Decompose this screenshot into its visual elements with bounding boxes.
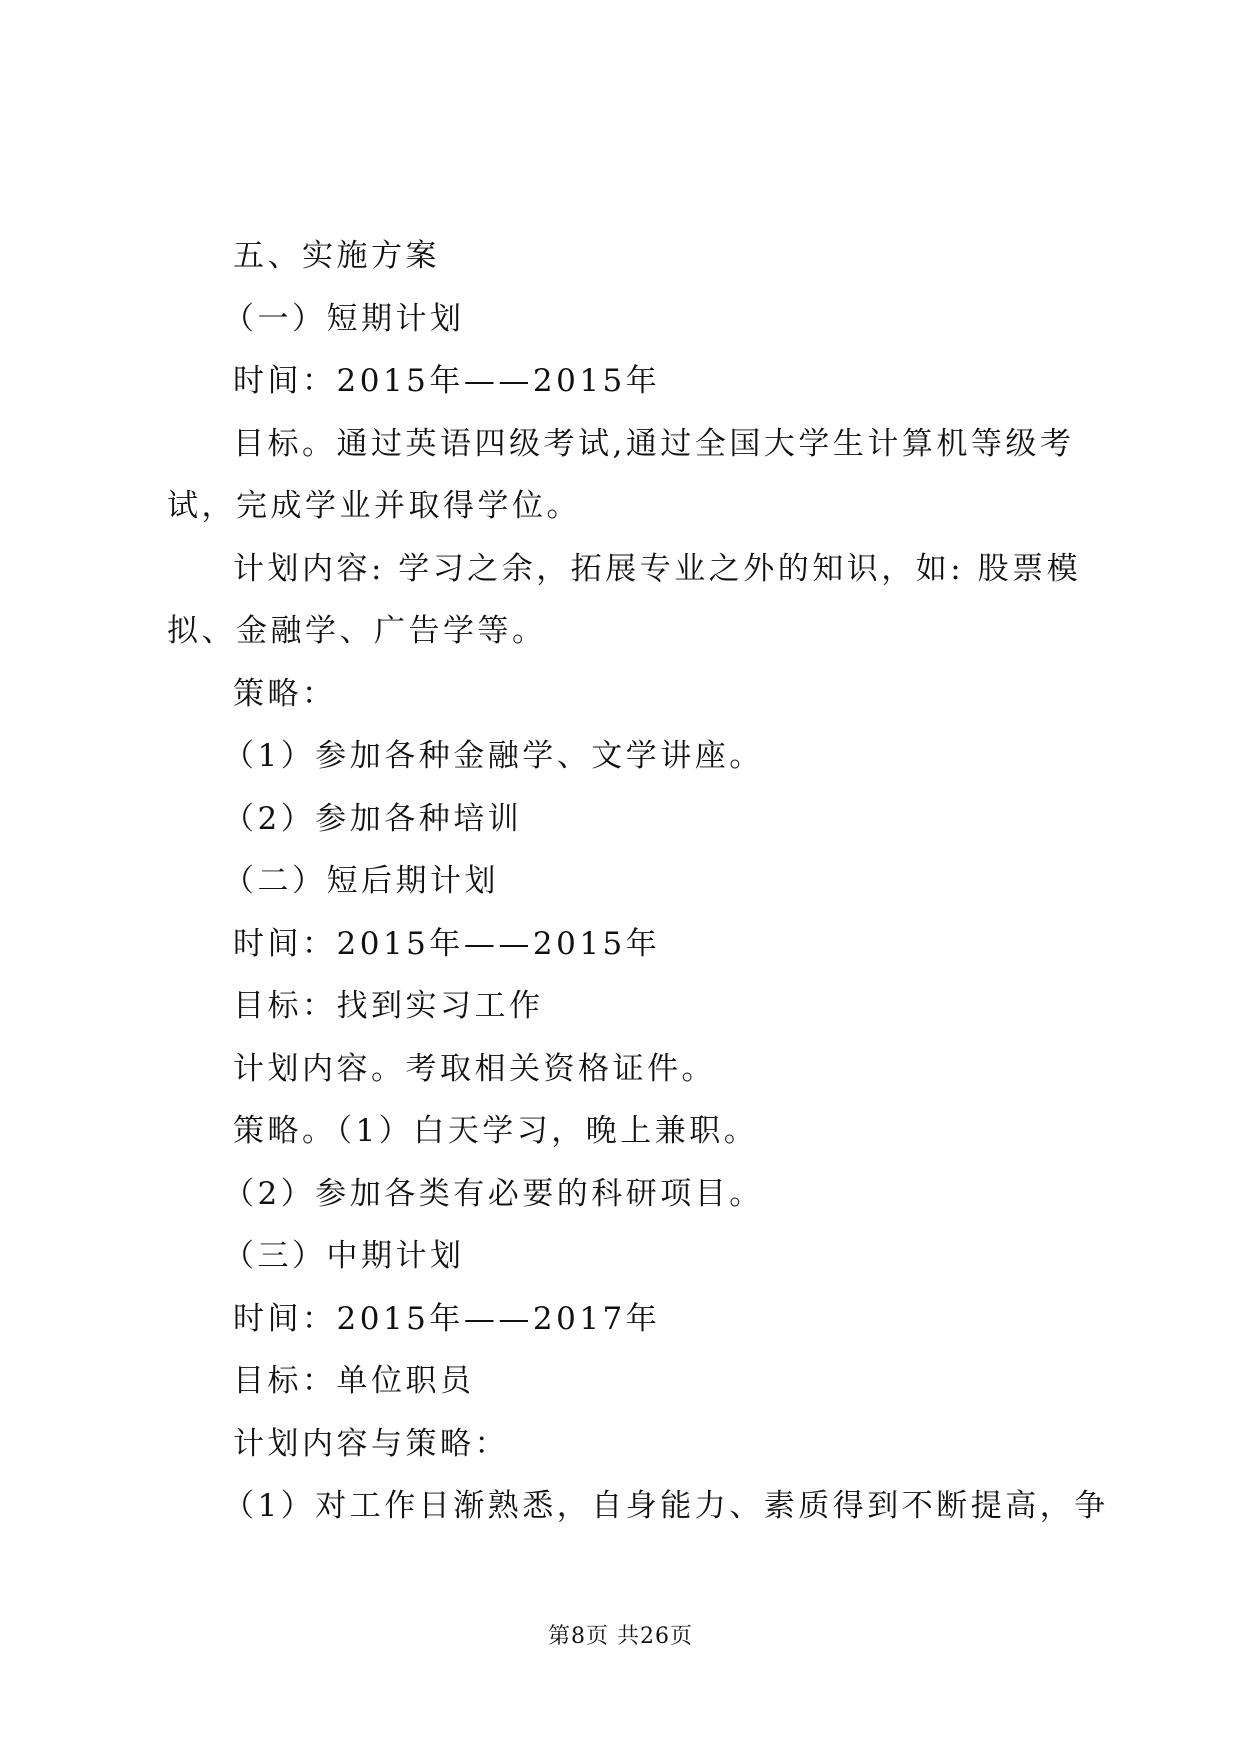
paragraph-line: 计划内容与策略： (233, 1425, 509, 1462)
paragraph-line: 时间：2015年——2015年 (233, 925, 661, 962)
subsection-heading: （三）中期计划 (223, 1238, 465, 1274)
paragraph: 计划内容: 学习之余，拓展专业之外的知识，如: 股票模拟、金融学、广告学等。 (167, 550, 1082, 649)
list-item: （1）参加各种金融学、文学讲座。 (223, 738, 764, 774)
paragraph-line: 时间：2015年——2015年 (233, 363, 661, 399)
paragraph-line: 目标：单位职员 (233, 1363, 475, 1399)
list-item: （2）参加各类有必要的科研项目。 (223, 1175, 764, 1212)
subsection-heading: （二）短后期计划 (223, 863, 499, 899)
document-body (167, 225, 1109, 1538)
list-item: （1）对工作日渐熟悉，自身能力、素质得到不断提高，争 (223, 1488, 1109, 1524)
section-heading: 五、实施方案 (233, 238, 440, 274)
paragraph-line: 策略。（1）白天学习，晚上兼职。 (233, 1113, 759, 1149)
subsection-heading: （一）短期计划 (223, 300, 465, 337)
list-item: （2）参加各种培训 (223, 800, 523, 837)
paragraph-line: 计划内容。考取相关资格证件。 (233, 1050, 716, 1087)
page-footer: 第8页 共26页 (548, 1624, 693, 1649)
paragraph-line: 策略： (233, 675, 337, 712)
paragraph-line: 时间：2015年——2017年 (233, 1300, 661, 1337)
paragraph-line: 目标：找到实习工作 (233, 988, 544, 1024)
paragraph: 目标。通过英语四级考试,通过全国大学生计算机等级考试，完成学业并取得学位。 (167, 425, 1075, 524)
